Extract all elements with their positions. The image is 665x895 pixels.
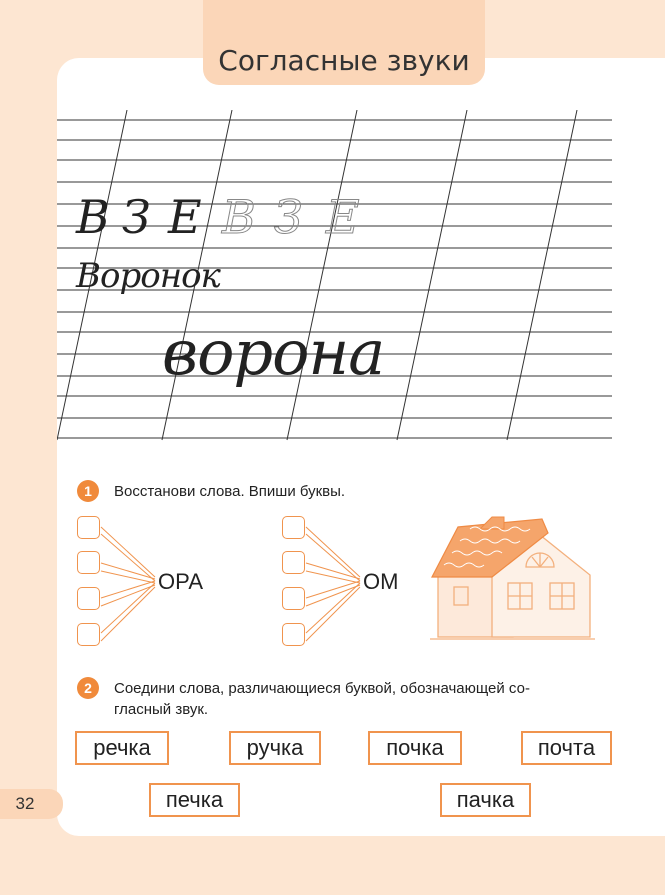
copybook-word-small: Воронок bbox=[76, 256, 220, 296]
traced-letter-3: Е bbox=[326, 190, 360, 244]
traced-letter-1: В bbox=[222, 190, 256, 244]
letter-input-box[interactable] bbox=[77, 551, 100, 574]
word-card-pochta[interactable]: почта bbox=[521, 731, 612, 765]
task-2-instruction-line-1: Соедини слова, различающиеся буквой, обозначающей со- bbox=[114, 680, 530, 697]
sample-letter-1: В bbox=[76, 190, 110, 244]
sample-letter-2: З bbox=[122, 190, 151, 244]
letter-input-box[interactable] bbox=[282, 623, 305, 646]
page-title: Согласные звуки bbox=[218, 44, 470, 77]
letter-input-box[interactable] bbox=[282, 516, 305, 539]
sample-letter-3: Е bbox=[168, 190, 202, 244]
letter-input-box[interactable] bbox=[77, 516, 100, 539]
page-number: 32 bbox=[15, 794, 35, 813]
letter-input-box[interactable] bbox=[77, 623, 100, 646]
task-number-2: 2 bbox=[77, 677, 99, 699]
word-card-rechka[interactable]: речка bbox=[75, 731, 169, 765]
task-2-instruction-line-2: гласный звук. bbox=[114, 701, 209, 718]
traced-letter-2: З bbox=[274, 190, 303, 244]
letter-input-box[interactable] bbox=[282, 551, 305, 574]
word-stem-ora: ОРА bbox=[158, 569, 203, 594]
word-card-pechka[interactable]: печка bbox=[149, 783, 240, 817]
word-card-pochka[interactable]: почка bbox=[368, 731, 462, 765]
word-card-pachka[interactable]: пачка bbox=[440, 783, 531, 817]
word-stem-om: ОМ bbox=[363, 569, 399, 594]
letter-input-box[interactable] bbox=[282, 587, 305, 610]
task-1-instruction: Восстанови слова. Впиши буквы. bbox=[114, 483, 346, 500]
copybook-word-large: ворона bbox=[162, 316, 385, 389]
letter-input-box[interactable] bbox=[77, 587, 100, 610]
traced-letters bbox=[222, 190, 372, 250]
house-illustration bbox=[430, 515, 595, 645]
task-number-1: 1 bbox=[77, 480, 99, 502]
word-card-ruchka[interactable]: ручка bbox=[229, 731, 321, 765]
sample-letters bbox=[76, 190, 226, 250]
